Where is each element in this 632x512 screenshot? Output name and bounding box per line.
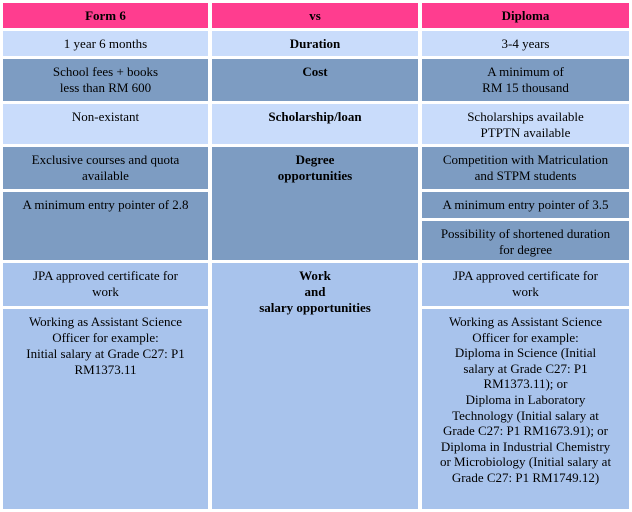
degree-form6-pointer: A minimum entry pointer of 2.8: [3, 192, 208, 260]
duration-diploma: 3-4 years: [422, 31, 629, 56]
cost-form6: School fees + books less than RM 600: [3, 59, 208, 101]
header-form6: Form 6: [3, 3, 208, 28]
duration-label: Duration: [212, 31, 418, 56]
cost-label: Cost: [212, 59, 418, 101]
scholarship-form6: Non-existant: [3, 104, 208, 144]
cost-diploma: A minimum of RM 15 thousand: [422, 59, 629, 101]
degree-diploma-competition: Competition with Matriculation and STPM students: [422, 147, 629, 189]
work-diploma-salary: Working as Assistant Science Officer for example: Diploma in Science (Initial salary at Grade C27: P1 RM1373.11); or Diploma in Laboratory Technology (Initial salary at Grade C27: P1 RM1673.91); or Diploma in Industrial Chemistry or Microbiology (Initial salary at Grade C27: P1 RM1749.12): [422, 309, 629, 509]
header-diploma: Diploma: [422, 3, 629, 28]
degree-label: Degree opportunities: [212, 147, 418, 260]
degree-form6-courses: Exclusive courses and quota available: [3, 147, 208, 189]
degree-diploma-shortened: Possibility of shortened duration for degree: [422, 221, 629, 260]
degree-diploma-pointer: A minimum entry pointer of 3.5: [422, 192, 629, 218]
work-form6-salary: Working as Assistant Science Officer for example: Initial salary at Grade C27: P1 RM1373.11: [3, 309, 208, 509]
scholarship-diploma: Scholarships available PTPTN available: [422, 104, 629, 144]
scholarship-label: Scholarship/loan: [212, 104, 418, 144]
work-form6-certificate: JPA approved certificate for work: [3, 263, 208, 306]
duration-form6: 1 year 6 months: [3, 31, 208, 56]
work-diploma-certificate: JPA approved certificate for work: [422, 263, 629, 306]
header-vs: vs: [212, 3, 418, 28]
work-label: Work and salary opportunities: [212, 263, 418, 509]
